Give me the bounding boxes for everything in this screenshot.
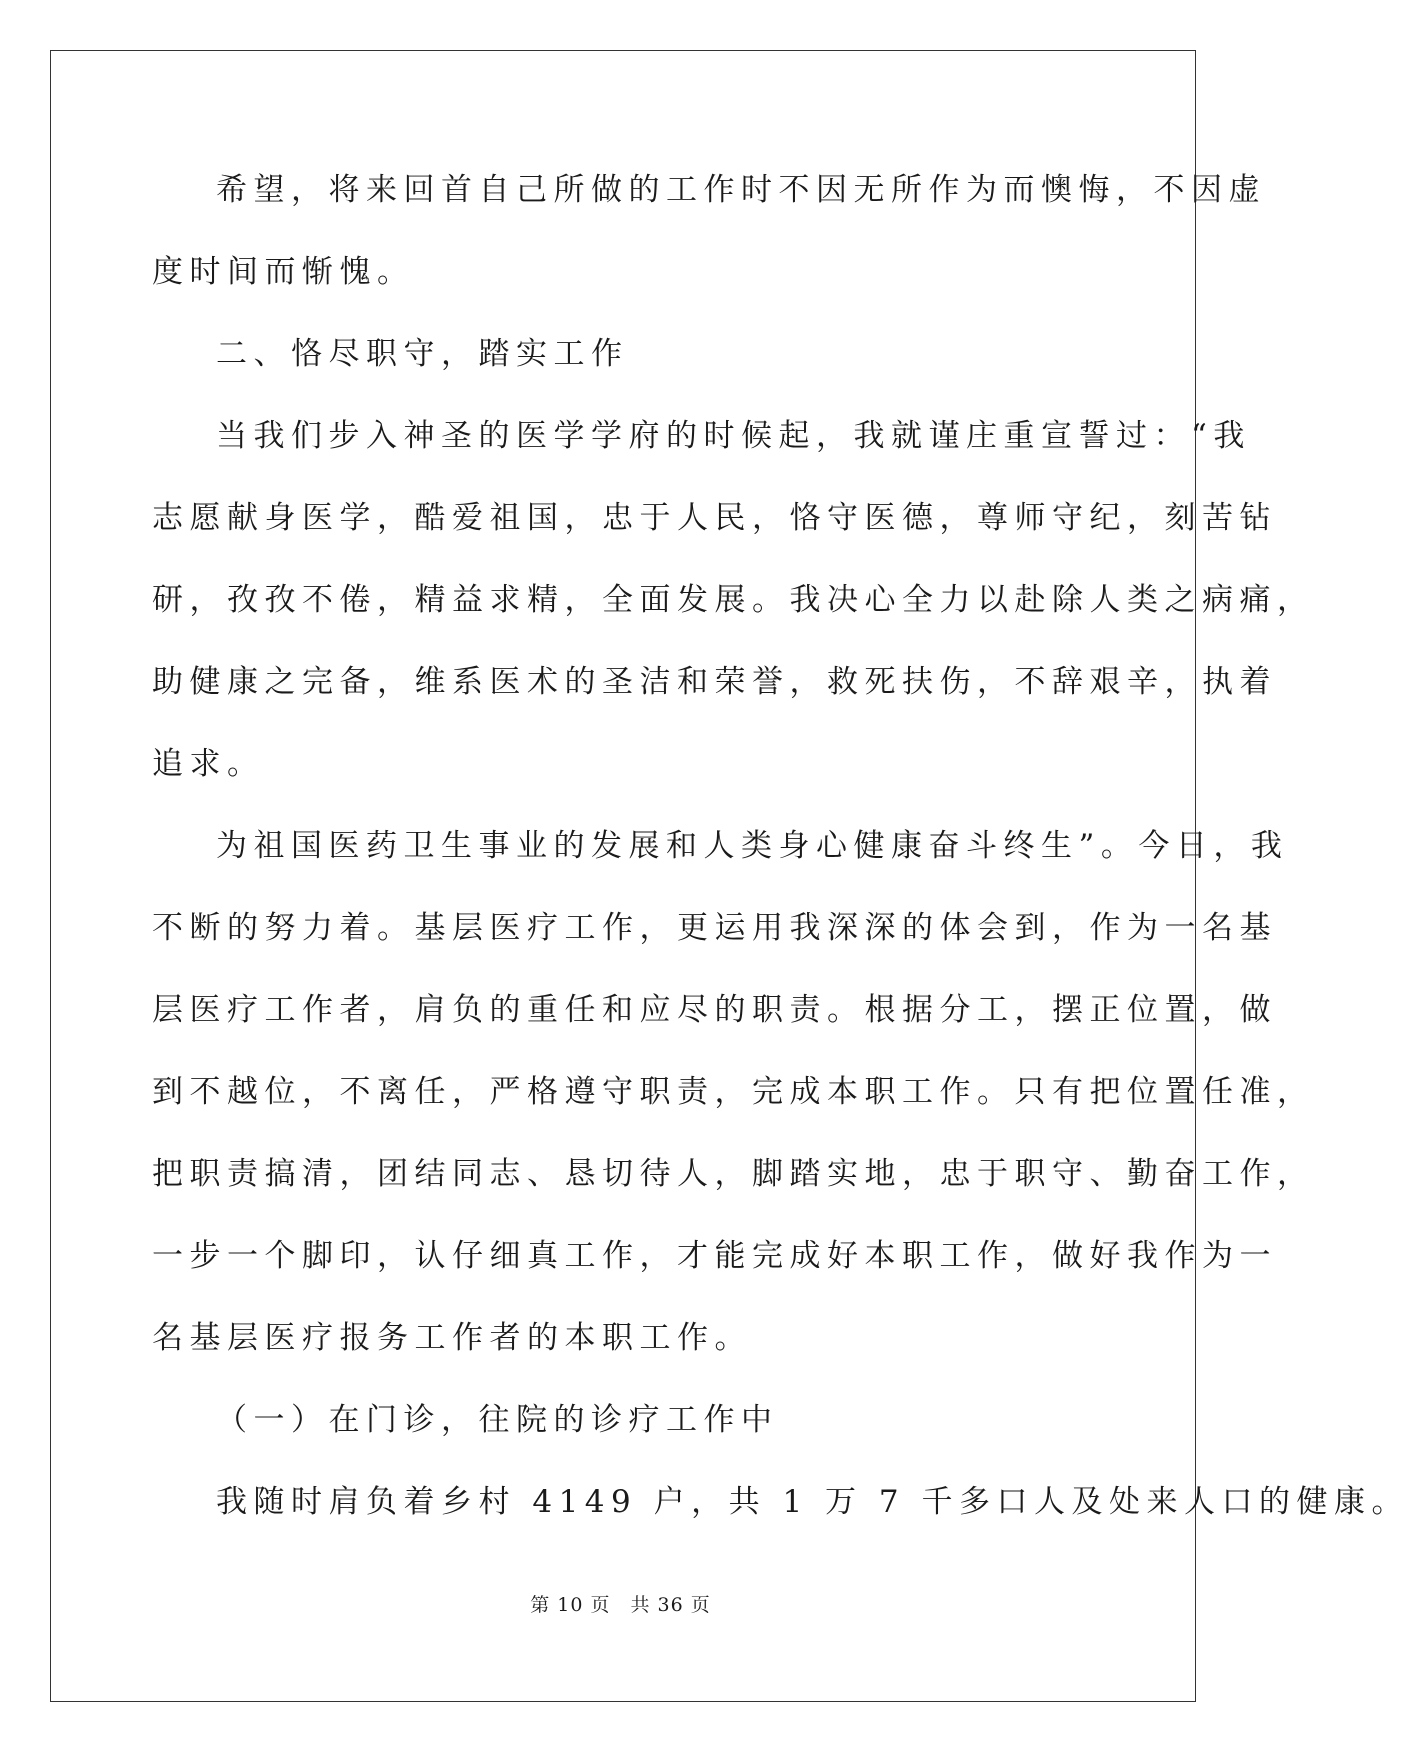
text-line: 希望，将来回首自己所做的工作时不因无所作为而懊悔，不因虚 xyxy=(216,172,1266,208)
text-line: 到不越位，不离任，严格遵守职责，完成本职工作。只有把位置任准， xyxy=(152,1074,1315,1110)
text-line: 把职责搞清，团结同志、恳切待人，脚踏实地，忠于职守、勤奋工作， xyxy=(152,1156,1315,1192)
subsection-heading: （一）在门诊，往院的诊疗工作中 xyxy=(216,1402,779,1438)
text-line: 助健康之完备，维系医术的圣洁和荣誉，救死扶伤，不辞艰辛，执着 xyxy=(152,664,1277,700)
text-line: 名基层医疗报务工作者的本职工作。 xyxy=(152,1320,752,1356)
text-line: 层医疗工作者，肩负的重任和应尽的职责。根据分工，摆正位置，做 xyxy=(152,992,1277,1028)
text-line: 志愿献身医学，酷爱祖国，忠于人民，恪守医德，尊师守纪，刻苦钻 xyxy=(152,500,1277,536)
page-number-footer: 第 10 页 共 36 页 xyxy=(530,1594,711,1616)
text-line: 追求。 xyxy=(152,746,265,782)
text-line: 不断的努力着。基层医疗工作，更运用我深深的体会到，作为一名基 xyxy=(152,910,1277,946)
text-line: 为祖国医药卫生事业的发展和人类身心健康奋斗终生”。今日，我 xyxy=(216,828,1289,864)
text-line: 当我们步入神圣的医学学府的时候起，我就谨庄重宣誓过：“我 xyxy=(216,418,1251,454)
text-line: 度时间而惭愧。 xyxy=(152,254,415,290)
text-line: 一步一个脚印，认仔细真工作，才能完成好本职工作，做好我作为一 xyxy=(152,1238,1277,1274)
text-line: 我随时肩负着乡村 4149 户，共 1 万 7 千多口人及处来人口的健康。 xyxy=(216,1484,1409,1520)
section-heading: 二、恪尽职守，踏实工作 xyxy=(216,336,629,372)
text-line: 研，孜孜不倦，精益求精，全面发展。我决心全力以赴除人类之病痛， xyxy=(152,582,1315,618)
document-body xyxy=(152,160,1409,1554)
